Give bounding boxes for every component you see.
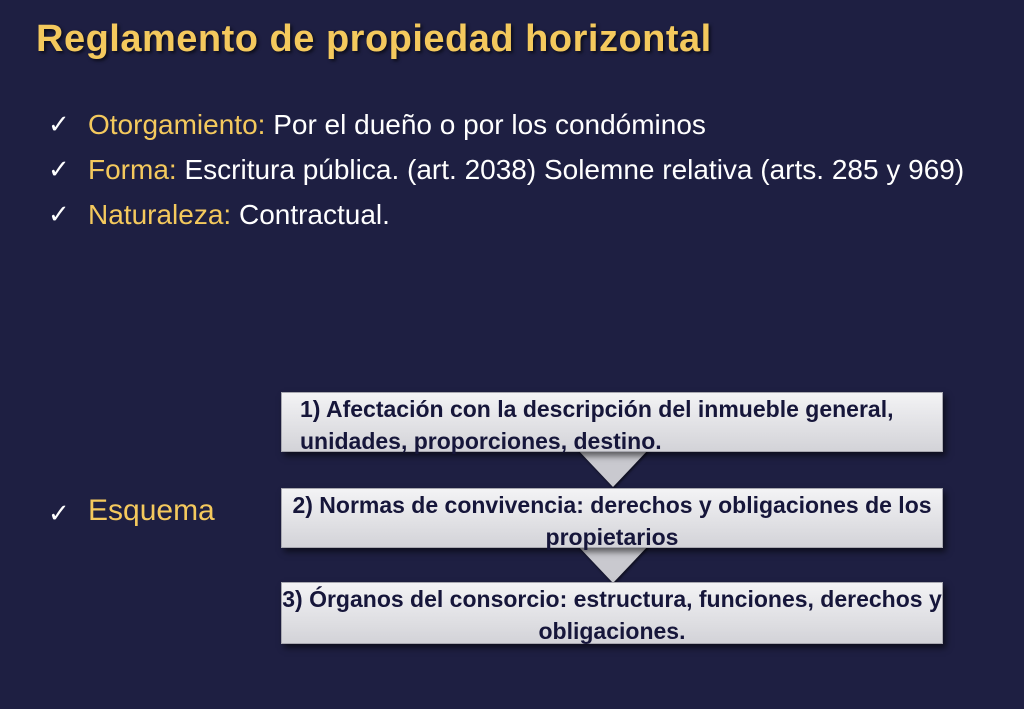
bullet-key: Forma: — [88, 154, 177, 185]
check-icon: ✓ — [48, 199, 70, 229]
bullet-text: Escritura pública. (art. 2038) Solemne relativa (arts. 285 y 969) — [176, 154, 965, 185]
slide-title: Reglamento de propiedad horizontal — [36, 18, 712, 60]
check-icon: ✓ — [48, 498, 70, 528]
check-icon: ✓ — [48, 154, 70, 184]
bullet-forma — [48, 153, 988, 186]
esquema-label: Esquema — [88, 494, 215, 527]
bullet-key: Otorgamiento: — [88, 109, 266, 140]
bullet-key: Naturaleza: — [88, 199, 232, 230]
bullet-text: Contractual. — [231, 199, 390, 230]
bullet-otorgamiento — [48, 108, 988, 141]
process-diagram — [281, 392, 943, 644]
step-text: 1) Afectación con la descripción del inmueble general, unidades, proporciones, destino. — [300, 396, 894, 454]
diagram-step-2 — [281, 488, 943, 548]
bullet-list — [48, 108, 988, 243]
esquema-bullet — [48, 493, 215, 529]
step-text: 3) Órganos del consorcio: estructura, funciones, derechos y obligaciones. — [282, 586, 942, 644]
diagram-step-1 — [281, 392, 943, 452]
step-text: 2) Normas de convivencia: derechos y obligaciones de los propietarios — [292, 492, 932, 550]
bullet-naturaleza — [48, 198, 988, 231]
bullet-text: Por el dueño o por los condóminos — [265, 109, 706, 140]
diagram-step-3 — [281, 582, 943, 644]
check-icon: ✓ — [48, 109, 70, 139]
